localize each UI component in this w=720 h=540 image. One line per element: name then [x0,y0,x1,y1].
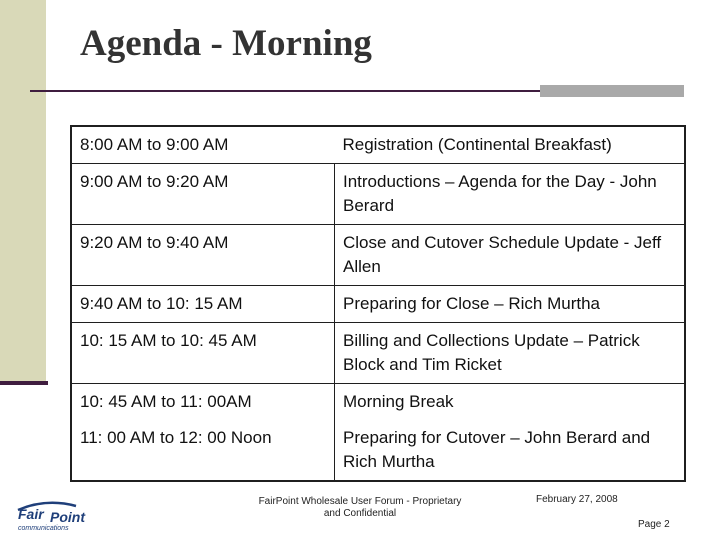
agenda-topic: Close and Cutover Schedule Update - Jeff Allen [335,225,686,286]
slide-title: Agenda - Morning [80,23,372,64]
page-number: Page 2 [638,519,670,530]
agenda-row [71,286,685,323]
footer-confidentiality [250,496,470,520]
agenda-time: 8:00 AM to 9:00 AM [80,135,229,154]
agenda-time: 9:20 AM to 9:40 AM [71,225,335,286]
title-underline [30,90,540,92]
logo-tagline: communications [18,525,69,532]
agenda-time: 10: 15 AM to 10: 45 AM [71,323,335,384]
left-accent-line [0,381,48,385]
agenda-topic: Billing and Collections Update – Patrick Block and Tim Ricket [335,323,686,384]
agenda-row [71,126,685,164]
title-underline-accent [540,85,684,97]
footer-date: February 27, 2008 [536,494,618,505]
logo-word-point: Point [50,509,85,525]
agenda-topic: Preparing for Cutover – John Berard and Rich Murtha [343,428,651,471]
agenda-topic: Morning Break [335,384,686,421]
fairpoint-logo [16,500,106,532]
agenda-row [71,323,685,384]
agenda-topic: Preparing for Close – Rich Murtha [335,286,686,323]
agenda-row [71,420,685,481]
footer-line-1: FairPoint Wholesale User Forum - Proprietary [258,496,462,507]
agenda-row [71,164,685,225]
agenda-topic: Registration (Continental Breakfast) [342,135,612,154]
logo-word-fair: Fair [18,506,44,522]
agenda-time: 9:40 AM to 10: 15 AM [71,286,335,323]
agenda-table [70,125,686,482]
agenda-time: 10: 45 AM to 11: 00AM [71,384,335,421]
agenda-row [71,225,685,286]
agenda-topic: Introductions – Agenda for the Day - John Berard [335,164,686,225]
left-decorative-bar [0,0,46,383]
footer-line-2: and Confidential [323,508,397,519]
agenda-row [71,384,685,421]
agenda-time: 11: 00 AM to 12: 00 Noon [71,420,335,481]
agenda-time: 9:00 AM to 9:20 AM [71,164,335,225]
